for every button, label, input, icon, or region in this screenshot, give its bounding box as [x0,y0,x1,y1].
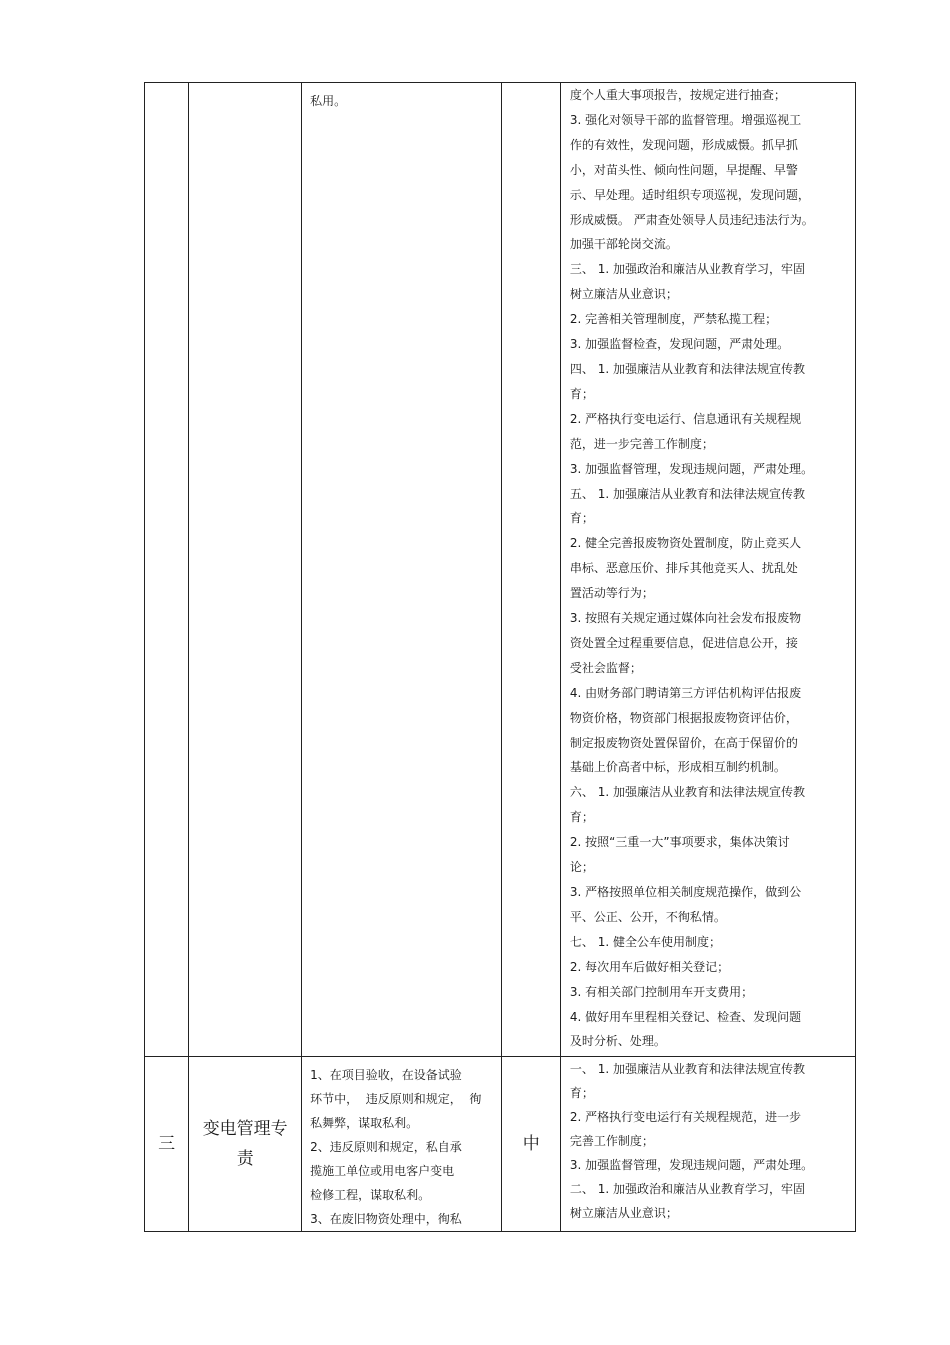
text-line: 2. 按照“三重一大”事项要求，集体决策讨 [569,835,790,850]
text-line: 育； [569,511,594,526]
text-line: 六、 1. 加强廉洁从业教育和法律法规宣传教 [569,785,805,800]
text-line: 3. 加强监督管理，发现违规问题，严肃处理。 [569,461,814,476]
text-line: 形成威慑。 严肃查处领导人员违纪违法行为。 [569,212,814,227]
table-row [145,1057,856,1232]
text-line: 一、 1. 加强廉洁从业教育和法律法规宣传教 [569,1062,805,1077]
prevention-measures-cell [560,83,855,1057]
text-line: 七、 1. 健全公车使用制度； [569,934,721,949]
text-line: 3. 严格按照单位相关制度规范操作，做到公 [569,885,802,899]
text-line: 二、 1. 加强政治和廉洁从业教育学习，牢固 [569,1182,805,1197]
text-line: 揽施工单位或用电客户变电 [310,1164,455,1179]
position-name-cell [189,83,302,1057]
measure-lines [561,83,855,1056]
text-line: 育； [569,810,594,825]
prevention-measures-cell [560,1057,855,1232]
row-number-cell: 三 [145,1057,189,1232]
text-line: 3. 强化对领导干部的监督管理。增强巡视工 [569,112,802,127]
text-line: 2. 健全完善报废物资处置制度，防止竞买人 [569,536,802,551]
text-line: 2. 每次用车后做好相关登记； [569,959,730,974]
text-line: 论； [569,860,594,875]
row-number-cell [145,83,189,1057]
text-line: 3. 有相关部门控制用车开支费用； [569,984,754,999]
text-line: 范，进一步完善工作制度； [569,436,714,451]
text-line: 完善工作制度； [569,1134,654,1149]
text-line: 及时分析、处理。 [569,1034,666,1049]
text-line: 平、公正、公开，不徇私情。 [569,909,726,924]
text-line: 育； [569,386,594,401]
text-line: 树立廉洁从业意识； [569,287,678,302]
text-line: 2. 完善相关管理制度，严禁私揽工程； [569,312,778,327]
risk-level-cell: 中 [502,1057,560,1232]
text-line: 2、违反原则和规定，私自承 [310,1140,462,1155]
text-line: 树立廉洁从业意识； [569,1206,678,1221]
text-line: 私用。 [310,94,347,108]
text-line: 3. 加强监督管理，发现违规问题，严肃处理。 [569,1158,814,1173]
text-line: 资处置全过程重要信息，促进信息公开，接 [569,635,798,650]
text-line: 3、在废旧物资处理中，徇私 [310,1212,462,1227]
text-line: 小，对苗头性、倾向性问题，早提醒、早警 [569,162,798,177]
table-row [145,83,856,1057]
text-line: 加强干部轮岗交流。 [569,237,678,252]
text-line: 2. 严格执行变电运行、信息通讯有关规程规 [569,411,802,426]
text-line: 度个人重大事项报告，按规定进行抽查； [569,88,786,102]
text-line: 制定报废物资处置保留价，在高于保留价的 [569,735,798,750]
text-line: 基础上价高者中标，形成相互制约机制。 [569,760,786,775]
text-line: 物资价格，物资部门根据报废物资评估价， [569,710,798,725]
text-line: 作的有效性，发现问题，形成威慑。抓早抓 [569,137,798,152]
text-line: 环节中， 违反原则和规定， 徇 [310,1092,482,1107]
text-line: 3. 按照有关规定通过媒体向社会发布报废物 [569,611,802,626]
measure-lines [561,1057,855,1227]
risk-level-cell [502,83,560,1057]
text-line: 置活动等行为； [569,586,654,601]
text-line: 串标、恶意压价、排斥其他竞买人、扰乱处 [569,561,798,576]
text-line: 示、早处理。适时组织专项巡视，发现问题， [569,187,810,202]
text-line: 私舞弊，谋取私利。 [310,1116,419,1131]
risk-lines [302,83,501,113]
position-name-cell: 变电管理专责 [189,1057,302,1232]
text-line: 受社会监督； [569,660,642,675]
text-line: 4. 由财务部门聘请第三方评估机构评估报废 [569,685,802,700]
text-line: 检修工程，谋取私利。 [310,1188,431,1203]
risk-table [144,82,856,1232]
text-line: 育； [569,1086,594,1101]
text-line: 4. 做好用车里程相关登记、检查、发现问题 [569,1009,802,1024]
text-line: 四、 1. 加强廉洁从业教育和法律法规宣传教 [569,361,805,376]
text-line: 1、在项目验收，在设备试验 [310,1068,462,1083]
risk-lines [302,1057,501,1231]
risk-description-cell [302,83,502,1057]
text-line: 五、 1. 加强廉洁从业教育和法律法规宣传教 [569,486,805,501]
text-line: 三、 1. 加强政治和廉洁从业教育学习，牢固 [569,262,805,277]
text-line: 3. 加强监督检查，发现问题，严肃处理。 [569,337,790,352]
risk-description-cell [302,1057,502,1232]
text-line: 2. 严格执行变电运行有关规程规范，进一步 [569,1110,802,1125]
